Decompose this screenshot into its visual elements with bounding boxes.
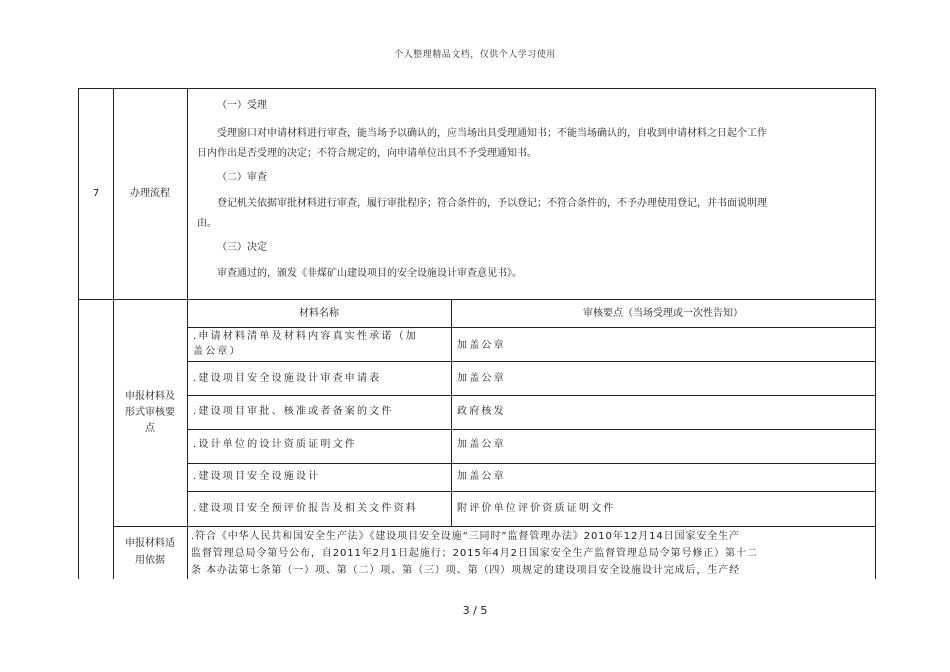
process-accept-text-2: 日内作出是否受理的决定；不符合规定的，向申请单位出具不予受理通知书。	[197, 148, 537, 159]
material-point-2: 加盖公章	[457, 373, 506, 384]
number-column-border	[113, 89, 114, 579]
materials-col-header-points: 审核要点（当场受理或一次性告知）	[583, 308, 743, 319]
process-heading-decision: （三）决定	[217, 242, 267, 253]
material-point-3: 政府核发	[457, 406, 506, 417]
material-name-4: .设计单位的设计资质证明文件	[193, 439, 357, 450]
basis-label-line1: 申报材料适	[125, 538, 175, 549]
materials-label-line3: 点	[145, 423, 155, 434]
process-review-text-1: 登记机关依据审批材料进行审查，履行审批程序；符合条件的，予以登记；不符合条件的，不予办理使用登记，并书面说明理	[217, 198, 767, 209]
process-heading-accept: （一）受理	[217, 100, 267, 111]
material-name-5: .建设项目安全设施设计	[193, 471, 321, 482]
row7-bottom-border	[79, 299, 875, 300]
process-review-text-2: 由。	[197, 218, 217, 229]
basis-label-line2: 用依据	[135, 555, 165, 566]
materials-row3-bottom-border	[187, 429, 875, 430]
materials-row4-bottom-border	[187, 463, 875, 464]
materials-label-line2: 形式审核要	[125, 407, 175, 418]
material-name-1-line2: 盖公章）	[193, 346, 242, 357]
materials-row6-bottom-border	[113, 526, 875, 527]
basis-text-line3: 条 本办法第七条第（一）项、第（二）项、第（三）项、第（四）项规定的建设项目安全设施设计完成后，生产经	[191, 565, 741, 576]
material-point-5: 加盖公章	[457, 471, 506, 482]
label-column-border	[187, 89, 188, 579]
materials-header-bottom-border	[187, 327, 875, 328]
process-decision-text: 审查通过的，颁发《非煤矿山建设项目的安全设施设计审查意见书》。	[217, 268, 522, 279]
material-point-4: 加盖公章	[457, 439, 506, 450]
row-number: 7	[92, 188, 100, 199]
material-name-3: .建设项目审批、核准或者备案的文件	[193, 406, 394, 417]
materials-middle-border	[451, 299, 452, 526]
material-point-1: 加盖公章	[457, 340, 506, 351]
row7-label: 办理流程	[130, 188, 170, 199]
document-table	[78, 88, 876, 579]
material-point-6: 附评价单位评价资质证明文件	[457, 503, 616, 514]
material-name-1-line1: .申请材料清单及材料内容真实性承诺（加	[193, 331, 418, 342]
process-heading-review: （二）审查	[217, 172, 267, 183]
material-name-2: .建设项目安全设施设计审查申请表	[193, 373, 382, 384]
basis-text-line1: .符合《中华人民共和国安全生产法》《建设项目安全设施“三同时”监督管理办法》2010年12月14日国家安全生产	[191, 531, 740, 542]
materials-row1-bottom-border	[187, 361, 875, 362]
basis-text-line2: 监督管理总局令第号公布，自2011年2月1日起施行；2015年4月2日国家安全生产监督管理总局令第号修正）第十二	[191, 548, 758, 559]
materials-row5-bottom-border	[187, 491, 875, 492]
process-accept-text-1: 受理窗口对申请材料进行审查，能当场予以确认的，应当场出具受理通知书；不能当场确认的，自收到申请材料之日起个工作	[217, 128, 767, 139]
materials-row2-bottom-border	[187, 395, 875, 396]
materials-label-line1: 申报材料及	[125, 391, 175, 402]
header-watermark: 个人整理精品文档，仅供个人学习使用	[394, 50, 556, 60]
materials-col-header-name: 材料名称	[299, 308, 339, 319]
page-number: 3 / 5	[462, 604, 488, 617]
material-name-6: .建设项目安全预评价报告及相关文件资料	[193, 503, 418, 514]
